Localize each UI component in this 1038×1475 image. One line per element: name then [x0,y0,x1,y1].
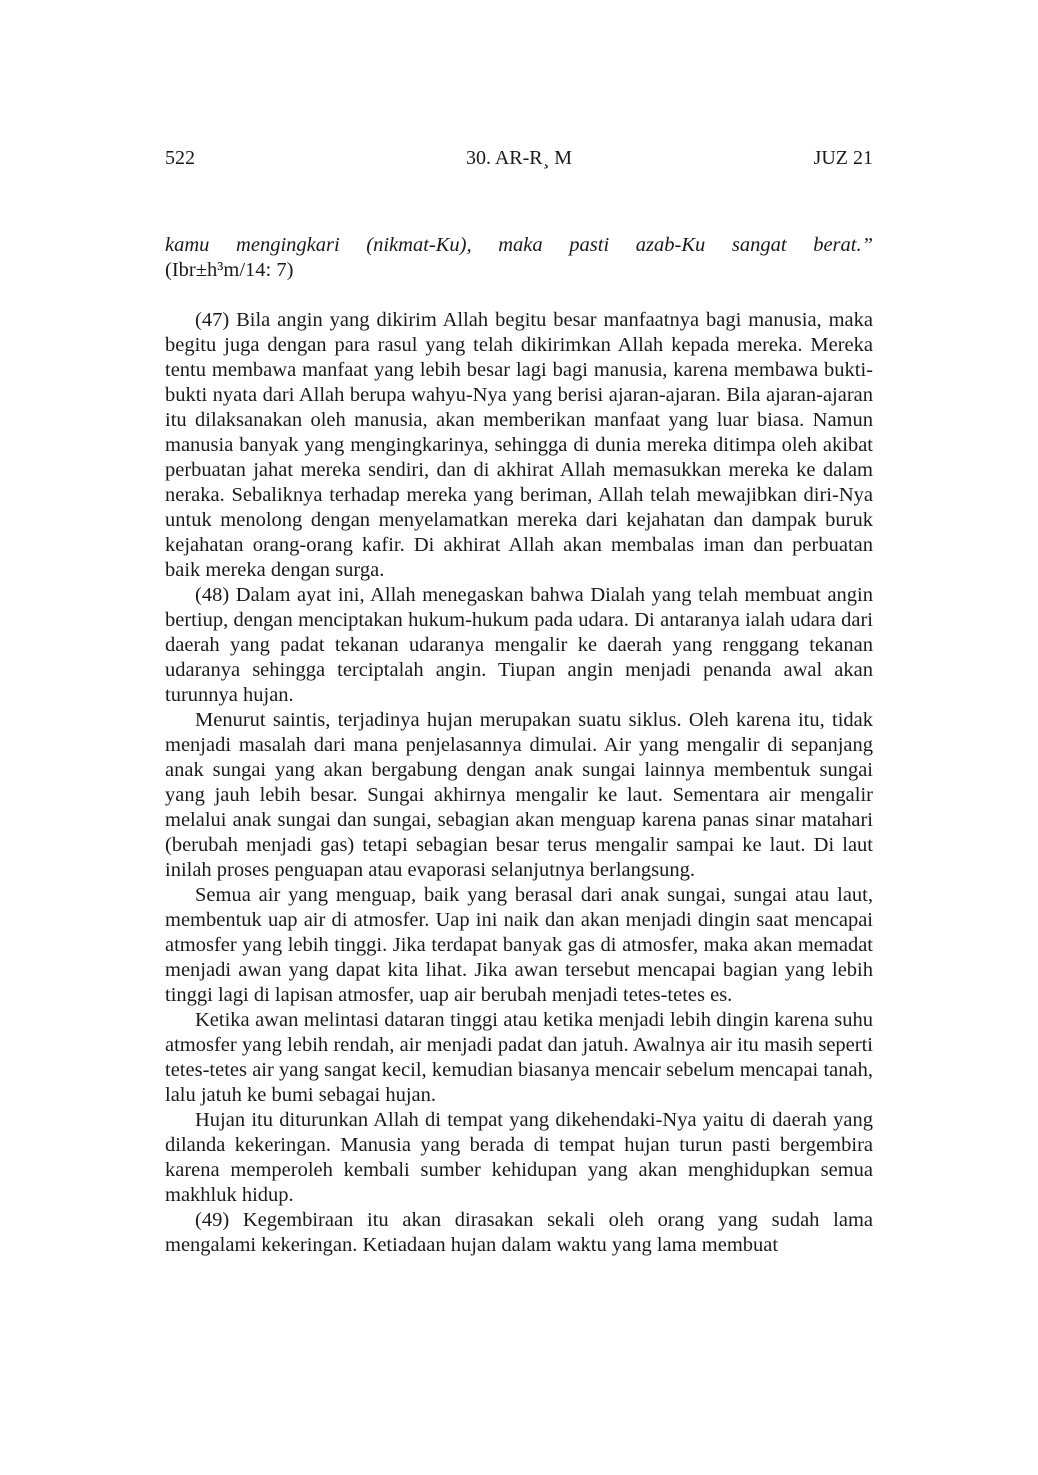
paragraph-49: (49) Kegembiraan itu akan dirasakan sekali oleh orang yang sudah lama mengalami kekeringan. Ketiadaan hujan dalam waktu yang lama membuat [165,1209,873,1256]
page-header [165,146,873,176]
paragraph-rain-cycle: Menurut saintis, terjadinya hujan merupakan suatu siklus. Oleh karena itu, tidak menjadi masalah dari mana penjelasannya dimulai. Air yang mengalir di sepanjang anak sungai yang akan bergabung dengan anak sungai lainnya membentuk sungai yang jauh lebih besar. Sungai akhirnya mengalir ke laut. Sementara air mengalir melalui anak sungai dan sungai, sebagian akan menguap karena panas sinar matahari (berubah menjadi gas) tetapi sebagian besar terus mengalir sampai ke laut. Di laut inilah proses penguapan atau evaporasi selanjutnya berlangsung. [165,709,873,881]
paragraph-evaporation: Semua air yang menguap, baik yang berasal dari anak sungai, sungai atau laut, membentuk uap air di atmosfer. Uap ini naik dan akan menjadi dingin saat mencapai atmosfer yang lebih tinggi. Jika terdapat banyak gas di atmosfer, maka akan memadat menjadi awan yang dapat kita lihat. Jika awan tersebut mencapai bagian yang lebih tinggi lagi di lapisan atmosfer, uap air berubah menjadi tetes-tetes es. [165,884,873,1006]
paragraph-47: (47) Bila angin yang dikirim Allah begitu besar manfaatnya bagi manusia, maka begitu juga dengan para rasul yang telah dikirimkan Allah kepada mereka. Mereka tentu membawa manfaat yang lebih besar lagi bagi manusia, karena membawa bukti-bukti nyata dari Allah berupa wahyu-Nya yang berisi ajaran-ajaran. Bila ajaran-ajaran itu dilaksanakan oleh manusia, akan memberikan manfaat yang luar biasa. Namun manusia banyak yang mengingkarinya, sehingga di dunia mereka ditimpa oleh akibat perbuatan jahat mereka sendiri, dan di akhirat Allah memasukkan mereka ke dalam neraka. Sebaliknya terhadap mereka yang beriman, Allah telah mewajibkan diri-Nya untuk menolong dengan menyelamatkan mereka dari kejahatan dan dampak buruk kejahatan orang-orang kafir. Di akhirat Allah akan membalas iman dan perbuatan baik mereka dengan surga. [165,309,873,581]
paragraph-condensation: Ketika awan melintasi dataran tinggi atau ketika menjadi lebih dingin karena suhu atmosfer yang lebih rendah, air menjadi padat dan jatuh. Awalnya air itu masih seperti tetes-tetes air yang sangat kecil, kemudian biasanya mencair sebelum mencapai tanah, lalu jatuh ke bumi sebagai hujan. [165,1009,873,1106]
juz-label: JUZ 21 [813,147,873,169]
quote-continuation: kamu mengingkari (nikmat-Ku), maka pasti azab-Ku sangat berat.” [165,234,873,256]
page-number: 522 [165,147,195,169]
quote-reference: (Ibr±h³m/14: 7) [165,259,294,281]
chapter-title: 30. AR-R¸ M [465,147,573,169]
body-text [165,233,873,1258]
paragraph-48: (48) Dalam ayat ini, Allah menegaskan bahwa Dialah yang telah membuat angin bertiup, dengan menciptakan hukum-hukum pada udara. Di antaranya ialah udara dari daerah yang padat tekanan udaranya mengalir ke daerah yang renggang tekanan udaranya sehingga terciptalah angin. Tiupan angin menjadi penanda awal akan turunnya hujan. [165,584,873,706]
paragraph-rainfall: Hujan itu diturunkan Allah di tempat yang dikehendaki-Nya yaitu di daerah yang dilanda kekeringan. Manusia yang berada di tempat hujan turun pasti bergembira karena memperoleh kembali sumber kehidupan yang akan menghidupkan semua makhluk hidup. [165,1109,873,1206]
